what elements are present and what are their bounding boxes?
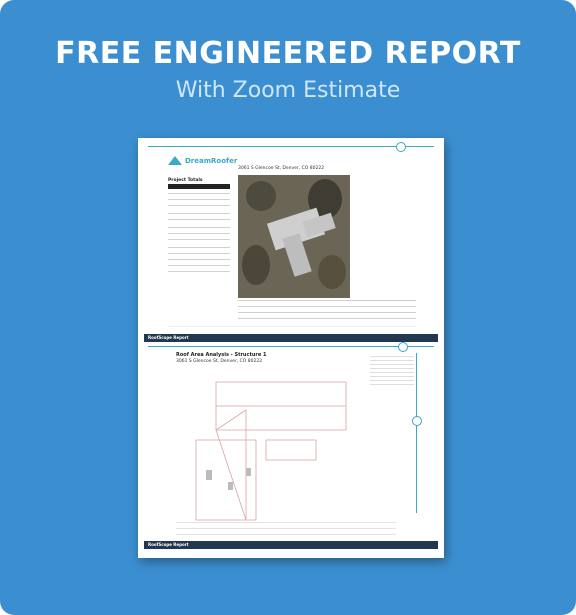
accent-line: [148, 346, 434, 347]
accent-dot: [398, 342, 408, 352]
details-title: Project Totals: [168, 178, 203, 183]
details-row: [168, 247, 230, 248]
report-footer-bar: [144, 334, 438, 342]
waste-table: [238, 300, 416, 324]
footer-label: RoofScope Report: [148, 542, 189, 547]
details-row: [168, 199, 230, 200]
details-row: [168, 205, 230, 206]
accent-line: [416, 353, 417, 513]
details-header-bar: [168, 184, 230, 189]
diagram-legend: [176, 522, 396, 540]
brand-name: DreamRoofer: [185, 156, 238, 165]
aerial-photo: [238, 175, 350, 298]
details-row: [168, 227, 230, 228]
details-row: [168, 233, 230, 234]
roof-diagram: [186, 370, 386, 530]
details-row: [168, 213, 230, 214]
analysis-address: 3061 S Glencoe St, Denver, CO 80222: [176, 359, 263, 364]
details-row: [168, 219, 230, 220]
details-row: [168, 239, 230, 240]
disclaimer-text: [168, 326, 416, 333]
brand-logo: [168, 156, 237, 165]
accent-dot: [396, 142, 406, 152]
analysis-title: Roof Area Analysis - Structure 1: [176, 352, 267, 358]
details-row: [168, 193, 230, 194]
house-icon: [168, 156, 182, 165]
report-footer-bar: [144, 541, 438, 549]
details-row: [168, 265, 230, 266]
details-row: [168, 271, 230, 272]
details-row: [168, 253, 230, 254]
promo-subtitle: With Zoom Estimate: [175, 78, 401, 103]
accent-dot: [412, 416, 422, 426]
accent-line: [148, 146, 434, 147]
promo-title: FREE ENGINEERED REPORT: [55, 36, 521, 71]
details-row: [168, 259, 230, 260]
footer-label: RoofScope Report: [148, 335, 189, 340]
report-preview: [138, 138, 444, 558]
report-address: 3061 S Glencoe St, Denver, CO 80222: [238, 166, 325, 171]
